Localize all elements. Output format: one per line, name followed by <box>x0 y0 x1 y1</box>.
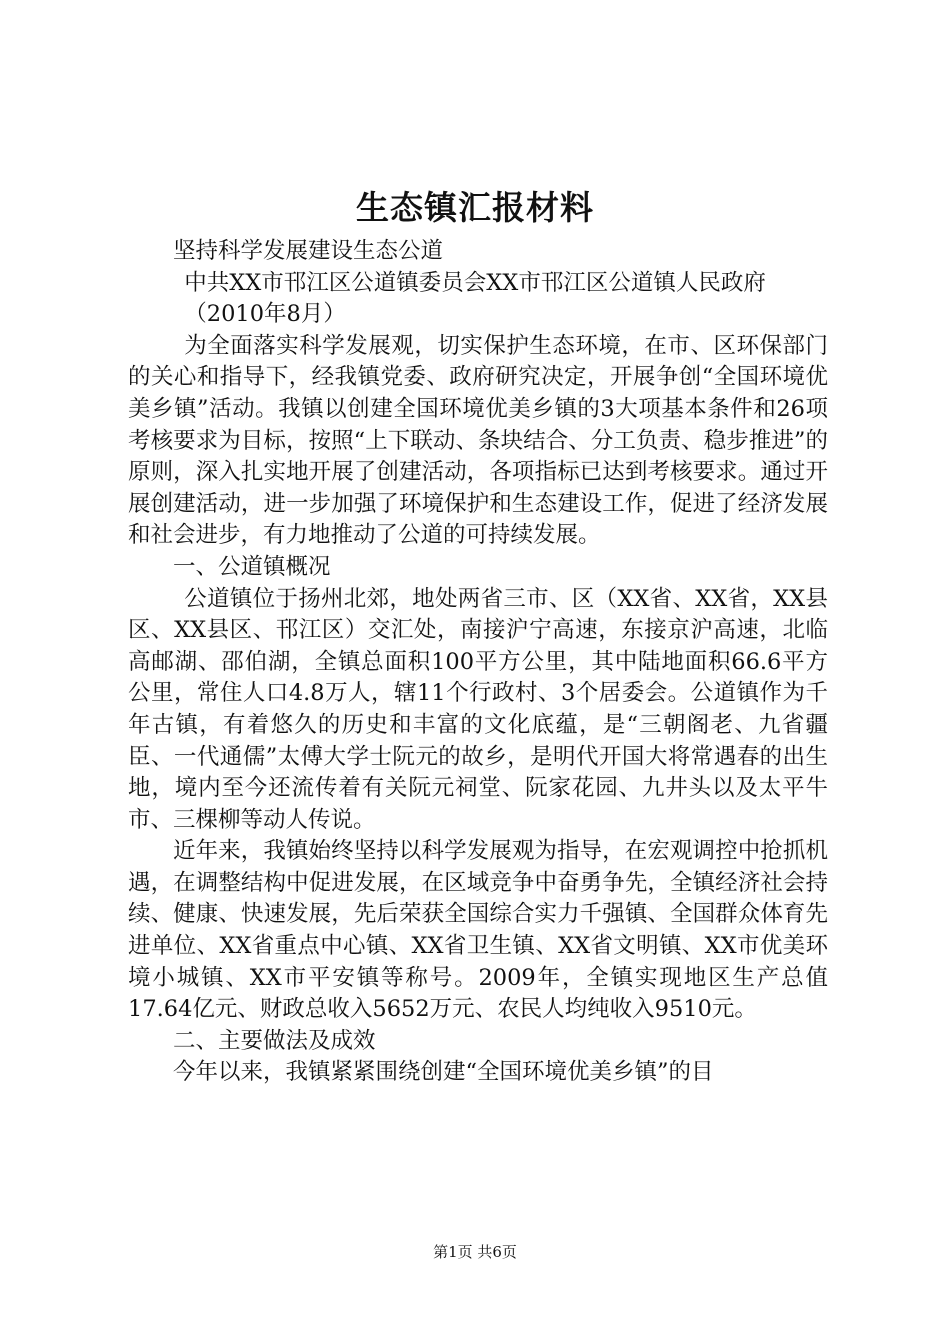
author-paragraph: 中共XX市邗江区公道镇委员会XX市邗江区公道镇人民政府 <box>184 269 766 296</box>
subtitle-paragraph: 坚持科学发展建设生态公道 <box>173 238 444 264</box>
date-paragraph: （2010年8月） <box>184 301 346 328</box>
intro-paragraph: 为全面落实科学发展观，切实保护生态环境，在市、区环保部门的关心和指导下，经我镇党委、政府研究决定，开展争创“全国环境优美乡镇”活动。我镇以创建全国环境优美乡镇的3大项基本条件和26项考核要求为目标，按照“上下联动、条块结合、分工负责、稳步推进”的原则，深入扎实地开展了创建活动，各项指标已达到考核要求。通过开展创建活动，进一步加强了环境保护和生态建设工作，促进了经济发展和社会进步，有力地推动了公道的可持续发展。 <box>128 332 828 549</box>
development-paragraph: 近年来，我镇始终坚持以科学发展观为指导，在宏观调控中抢抓机遇，在调整结构中促进发展，在区域竞争中奋勇争先，全镇经济社会持续、健康、快速发展，先后荣获全国综合实力千强镇、全国群众体育先进单位、XX省重点中心镇、XX省卫生镇、XX省文明镇、XX市优美环境小城镇、XX市平安镇等称号。2009年，全镇实现地区生产总值17.64亿元、财政总收入5652万元、农民人均纯收入9510元。 <box>128 838 828 1023</box>
section-heading-overview: 一、公道镇概况 <box>173 553 331 580</box>
overview-paragraph: 公道镇位于扬州北郊，地处两省三市、区（XX省、XX省，XX县区、XX县区、邗江区）交汇处，南接沪宁高速，东接京沪高速，北临高邮湖、邵伯湖，全镇总面积100平方公里，其中陆地面积66.6平方公里，常住人口4.8万人，辖11个行政村、3个居委会。公道镇作为千年古镇，有着悠久的历史和丰富的文化底蕴，是“三朝阁老、九省疆臣、一代通儒”太傅大学士阮元的故乡，是明代开国大将常遇春的出生地，境内至今还流传着有关阮元祠堂、阮家花园、九井头以及太平牛市、三棵柳等动人传说。 <box>128 585 828 833</box>
section-heading-methods: 二、主要做法及成效 <box>173 1027 376 1054</box>
document-body <box>128 236 828 1089</box>
page-number-footer: 第1页 共6页 <box>433 1243 517 1261</box>
document-title: 生态镇汇报材料 <box>356 188 594 227</box>
methods-paragraph: 今年以来，我镇紧紧围绕创建“全国环境优美乡镇”的目 <box>173 1059 714 1086</box>
